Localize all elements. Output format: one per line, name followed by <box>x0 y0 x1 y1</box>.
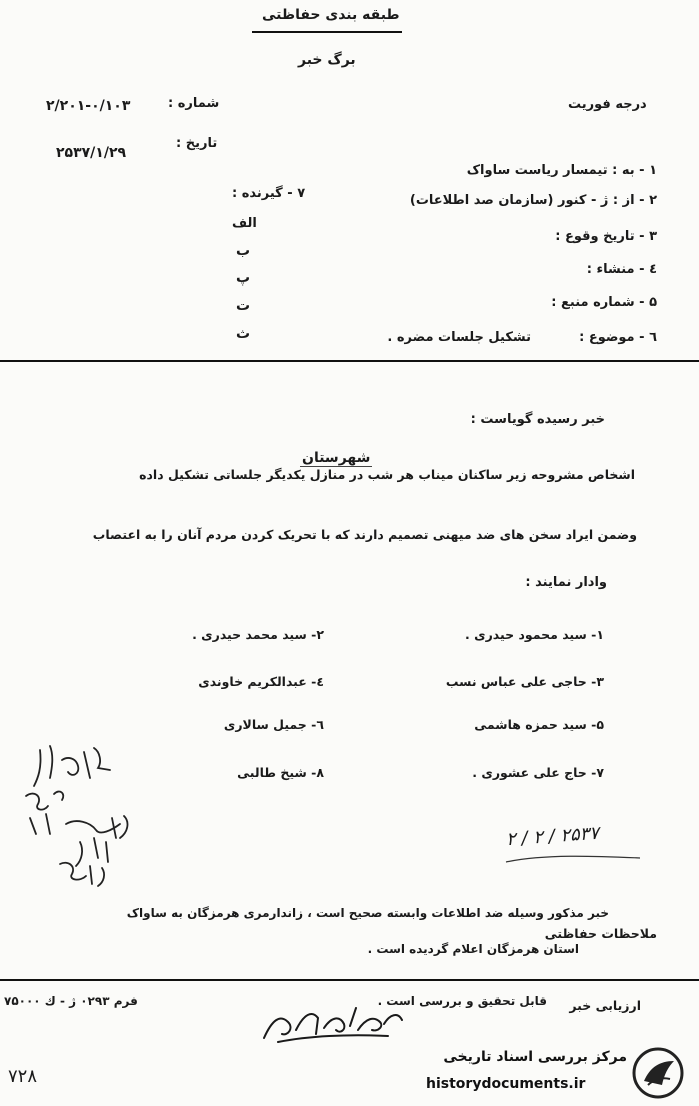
signature <box>258 1000 408 1048</box>
handwritten-date: ۲۵۳۷ / ۲ / ۲ <box>505 822 600 851</box>
recipient-p: پ <box>236 270 251 286</box>
body-line-2: وضمن ایراد سخن های ضد میهنی تصمیم دارند که با تحریک کردن مردم آنان را به اعتصاب <box>92 527 637 542</box>
priority-label: درجه فوریت <box>568 97 647 112</box>
classification-underline <box>252 31 402 33</box>
number-label: شماره : <box>168 96 220 111</box>
remarks-label: ملاحظات حفاظتی <box>544 926 657 941</box>
person-3: ۳- حاجی علی عباس نسب <box>445 674 604 689</box>
field-recipient-label: ۷ - گیرنده : <box>232 186 306 201</box>
form-number: فرم ۰۲۹۳ ژ - ك ۷۵۰۰۰ <box>4 994 138 1008</box>
person-4: ٤- عبدالکریم خاوندی <box>198 674 324 689</box>
field-source-number: ۵ - شماره منبع : <box>551 295 657 310</box>
recipient-th: ث <box>236 326 251 342</box>
date-label: تاریخ : <box>176 136 218 151</box>
field-to: ۱ - به : تیمسار ریاست ساواک <box>466 163 657 178</box>
remarks-divider <box>0 979 699 981</box>
date-stamp-underline <box>504 850 644 870</box>
evaluation-label: ارزیابی خبر <box>569 998 641 1013</box>
archive-logo-icon <box>630 1045 686 1101</box>
recipient-a: الف <box>232 216 257 231</box>
remarks-line-2: استان هرمزگان اعلام گردیده است . <box>367 942 579 956</box>
remarks-line-1: خبر مذکور وسیله ضد اطلاعات وابسته صحیح است ، زاندارمری هرمزگان به ساواک <box>126 906 609 920</box>
person-1: ۱- سید محمود حیدری . <box>465 627 604 642</box>
watermark-name: مرکز بررسی اسناد تاریخی <box>443 1049 627 1065</box>
field-from: ۲ - از : ژ - کنور (سازمان صد اطلاعات) <box>409 193 657 208</box>
person-2: ۲- سید محمد حیدری . <box>192 627 324 642</box>
form-title: برگ خبر <box>298 52 356 68</box>
person-7: ۷- حاج علی عشوری . <box>472 765 604 780</box>
person-8: ۸- شیخ طالبی <box>237 765 324 780</box>
watermark-url: historydocuments.ir <box>426 1076 586 1092</box>
field-subject-label: ٦ - موضوع : <box>579 330 657 345</box>
field-subject-value: تشکیل جلسات مضره . <box>387 330 531 345</box>
body-intro: خبر رسیده گویاست : <box>470 412 605 427</box>
field-source: ٤ - منشاء : <box>586 262 657 277</box>
classification-top: طبقه بندی حفاظتی <box>262 7 400 23</box>
date-value: ۲۵۳۷/۱/۲۹ <box>56 145 127 161</box>
header-divider <box>0 360 699 362</box>
recipient-t: ت <box>236 298 251 314</box>
body-line-3: وادار نمایند : <box>525 575 607 590</box>
number-value: ۲/۲۰۱-۰/۱۰۳ <box>46 98 131 114</box>
field-event-date: ۳ - تاریخ وقوع : <box>555 229 657 244</box>
person-5: ۵- سید حمزه هاشمی <box>474 717 604 732</box>
person-6: ٦- جمیل سالاری <box>223 717 324 732</box>
page-mark: ۷۲۸ <box>8 1066 38 1087</box>
body-line-1: اشخاص مشروحه زیر ساکنان میناب هر شب در منازل یکدیگر جلساتی تشکیل داده <box>139 467 635 482</box>
handwritten-notes <box>20 738 150 898</box>
body-city: شهرستان <box>302 450 371 466</box>
evaluation-value: قابل تحقیق و بررسی است . <box>377 994 547 1008</box>
recipient-b: ب <box>236 243 251 259</box>
